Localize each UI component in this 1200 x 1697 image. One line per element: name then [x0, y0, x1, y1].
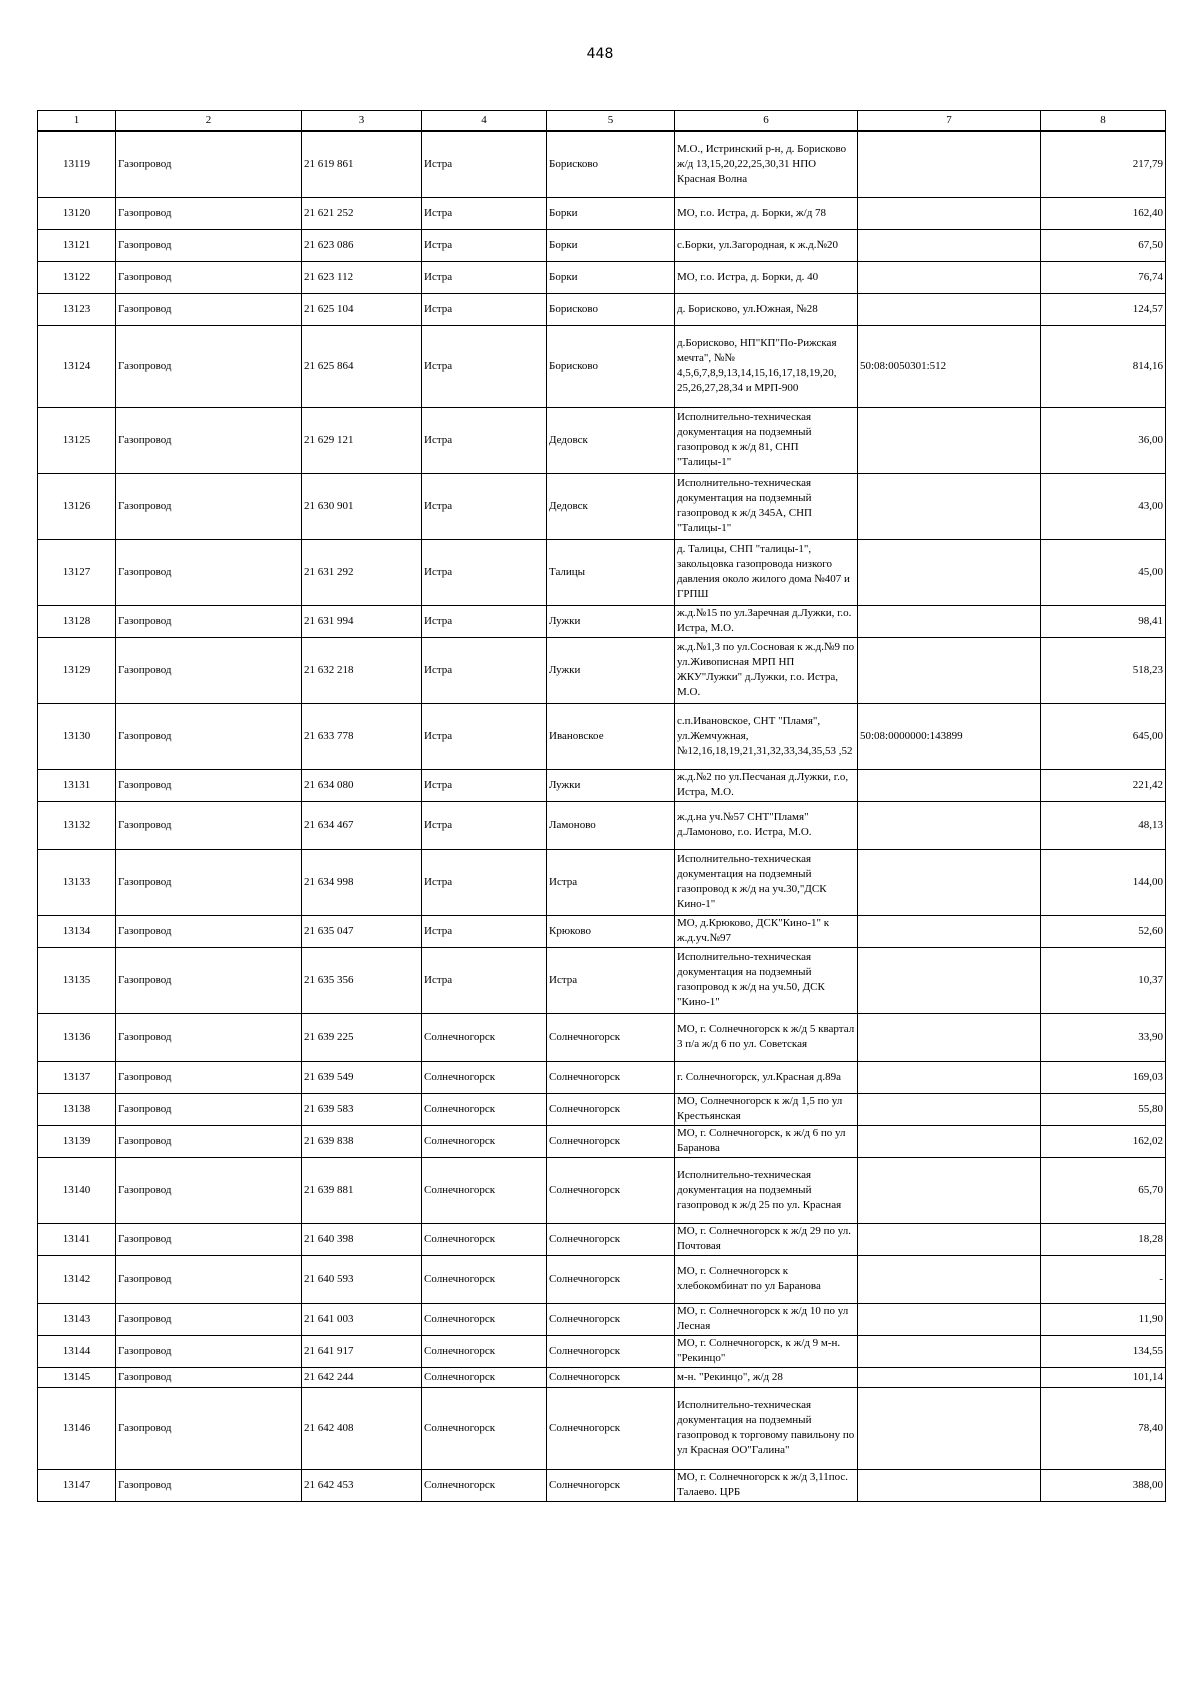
cell-locality: Талицы: [547, 539, 675, 605]
cell-cadastral-number: [858, 947, 1041, 1013]
table-row: [38, 1223, 1166, 1255]
cell-inventory-number: 21 639 881: [302, 1157, 422, 1223]
cell-value: 67,50: [1041, 229, 1166, 261]
cell-address: д.Борисково, НП"КП"По-Рижская мечта", №№ 4,5,6,7,8,9,13,14,15,16,17,18,19,20, 25,26,27,28,34 и МРП-900: [675, 325, 858, 407]
header-col-2: 2: [116, 111, 302, 132]
header-col-3: 3: [302, 111, 422, 132]
cell-locality: Борисково: [547, 293, 675, 325]
page-number: 448: [586, 46, 614, 62]
cell-cadastral-number: 50:08:0050301:512: [858, 325, 1041, 407]
header-col-8: 8: [1041, 111, 1166, 132]
cell-locality: Солнечногорск: [547, 1367, 675, 1387]
cell-value: 11,90: [1041, 1303, 1166, 1335]
cell-inventory-number: 21 634 998: [302, 849, 422, 915]
cell-inventory-number: 21 641 003: [302, 1303, 422, 1335]
cell-number: 13132: [38, 801, 116, 849]
cell-object-type: Газопровод: [116, 1303, 302, 1335]
cell-value: 33,90: [1041, 1013, 1166, 1061]
table-row: [38, 197, 1166, 229]
cell-cadastral-number: [858, 473, 1041, 539]
cell-address: МО, г.о. Истра, д. Борки, д. 40: [675, 261, 858, 293]
cell-object-type: Газопровод: [116, 293, 302, 325]
cell-cadastral-number: [858, 637, 1041, 703]
cell-object-type: Газопровод: [116, 1255, 302, 1303]
cell-number: 13120: [38, 197, 116, 229]
cell-value: 221,42: [1041, 769, 1166, 801]
cell-number: 13130: [38, 703, 116, 769]
cell-locality: Борисково: [547, 325, 675, 407]
cell-cadastral-number: [858, 1223, 1041, 1255]
cell-value: 217,79: [1041, 131, 1166, 197]
cell-locality: Лужки: [547, 769, 675, 801]
cell-locality: Крюково: [547, 915, 675, 947]
cell-district: Истра: [422, 473, 547, 539]
cell-locality: Солнечногорск: [547, 1061, 675, 1093]
cell-value: 52,60: [1041, 915, 1166, 947]
cell-inventory-number: 21 639 838: [302, 1125, 422, 1157]
cell-locality: Солнечногорск: [547, 1093, 675, 1125]
cell-address: МО, г.о. Истра, д. Борки, ж/д 78: [675, 197, 858, 229]
cell-number: 13133: [38, 849, 116, 915]
cell-number: 13134: [38, 915, 116, 947]
cell-district: Истра: [422, 325, 547, 407]
cell-object-type: Газопровод: [116, 325, 302, 407]
table-header: [38, 111, 1166, 132]
cell-value: 98,41: [1041, 605, 1166, 637]
table-row: [38, 605, 1166, 637]
cell-inventory-number: 21 635 047: [302, 915, 422, 947]
cell-cadastral-number: [858, 1469, 1041, 1501]
cell-cadastral-number: [858, 261, 1041, 293]
cell-district: Солнечногорск: [422, 1157, 547, 1223]
cell-value: 76,74: [1041, 261, 1166, 293]
cell-number: 13127: [38, 539, 116, 605]
cell-address: МО, г. Солнечногорск к ж/д 3,11пос. Талаево. ЦРБ: [675, 1469, 858, 1501]
header-col-4: 4: [422, 111, 547, 132]
cell-inventory-number: 21 629 121: [302, 407, 422, 473]
cell-object-type: Газопровод: [116, 769, 302, 801]
cell-address: МО, г. Солнечногорск, к ж/д 6 по ул Баранова: [675, 1125, 858, 1157]
cell-address: МО, д.Крюково, ДСК"Кино-1" к ж.д.уч.№97: [675, 915, 858, 947]
cell-locality: Ламоново: [547, 801, 675, 849]
cell-object-type: Газопровод: [116, 915, 302, 947]
cell-district: Истра: [422, 849, 547, 915]
cell-district: Истра: [422, 131, 547, 197]
cell-district: Солнечногорск: [422, 1223, 547, 1255]
table-row: [38, 915, 1166, 947]
table-row: [38, 293, 1166, 325]
cell-object-type: Газопровод: [116, 1367, 302, 1387]
cell-object-type: Газопровод: [116, 261, 302, 293]
cell-value: 814,16: [1041, 325, 1166, 407]
cell-locality: Ивановское: [547, 703, 675, 769]
cell-object-type: Газопровод: [116, 1157, 302, 1223]
cell-locality: Солнечногорск: [547, 1469, 675, 1501]
table-row: [38, 131, 1166, 197]
cell-address: Исполнительно-техническая документация на подземный газопровод к ж/д 345А, СНП "Талицы-1": [675, 473, 858, 539]
table-row: [38, 1061, 1166, 1093]
cell-district: Истра: [422, 293, 547, 325]
cell-value: 55,80: [1041, 1093, 1166, 1125]
cell-district: Истра: [422, 769, 547, 801]
cell-object-type: Газопровод: [116, 473, 302, 539]
cell-cadastral-number: [858, 1303, 1041, 1335]
cell-address: Исполнительно-техническая документация на подземный газопровод к ж/д на уч.50, ДСК "Кино-1": [675, 947, 858, 1013]
cell-locality: Солнечногорск: [547, 1125, 675, 1157]
cell-object-type: Газопровод: [116, 1335, 302, 1367]
cell-value: 36,00: [1041, 407, 1166, 473]
cell-cadastral-number: [858, 1367, 1041, 1387]
cell-value: 45,00: [1041, 539, 1166, 605]
cell-number: 13140: [38, 1157, 116, 1223]
cell-value: 518,23: [1041, 637, 1166, 703]
table-row: [38, 637, 1166, 703]
cell-district: Солнечногорск: [422, 1013, 547, 1061]
cell-object-type: Газопровод: [116, 1469, 302, 1501]
cell-cadastral-number: [858, 1157, 1041, 1223]
cell-object-type: Газопровод: [116, 1387, 302, 1469]
cell-value: 144,00: [1041, 849, 1166, 915]
cell-address: д. Борисково, ул.Южная, №28: [675, 293, 858, 325]
cell-district: Солнечногорск: [422, 1335, 547, 1367]
cell-cadastral-number: [858, 769, 1041, 801]
cell-district: Истра: [422, 229, 547, 261]
cell-cadastral-number: [858, 1255, 1041, 1303]
cell-number: 13143: [38, 1303, 116, 1335]
table-row: [38, 703, 1166, 769]
cell-cadastral-number: [858, 1387, 1041, 1469]
cell-inventory-number: 21 642 453: [302, 1469, 422, 1501]
cell-address: МО, г. Солнечногорск, к ж/д 9 м-н. "Рекинцо": [675, 1335, 858, 1367]
table-row: [38, 1303, 1166, 1335]
cell-cadastral-number: [858, 293, 1041, 325]
table-row: [38, 947, 1166, 1013]
cell-object-type: Газопровод: [116, 131, 302, 197]
cell-inventory-number: 21 623 086: [302, 229, 422, 261]
cell-cadastral-number: [858, 849, 1041, 915]
cell-cadastral-number: [858, 1061, 1041, 1093]
cell-address: МО, Солнечногорск к ж/д 1,5 по ул Крестьянская: [675, 1093, 858, 1125]
cell-address: Исполнительно-техническая документация на подземный газопровод к ж/д на уч.30,"ДСК Кино-1": [675, 849, 858, 915]
cell-inventory-number: 21 632 218: [302, 637, 422, 703]
table-row: [38, 1157, 1166, 1223]
header-col-1: 1: [38, 111, 116, 132]
cell-cadastral-number: [858, 605, 1041, 637]
cell-district: Истра: [422, 915, 547, 947]
cell-address: Исполнительно-техническая документация на подземный газопровод к ж/д 81, СНП "Талицы-1": [675, 407, 858, 473]
cell-locality: Солнечногорск: [547, 1387, 675, 1469]
cell-cadastral-number: [858, 1013, 1041, 1061]
cell-locality: Солнечногорск: [547, 1303, 675, 1335]
table-row: [38, 1469, 1166, 1501]
cell-district: Солнечногорск: [422, 1469, 547, 1501]
cell-address: МО, г. Солнечногорск к хлебокомбинат по ул Баранова: [675, 1255, 858, 1303]
cell-district: Солнечногорск: [422, 1093, 547, 1125]
table-row: [38, 473, 1166, 539]
cell-object-type: Газопровод: [116, 229, 302, 261]
cell-district: Истра: [422, 605, 547, 637]
cell-object-type: Газопровод: [116, 1223, 302, 1255]
cell-value: 124,57: [1041, 293, 1166, 325]
cell-cadastral-number: [858, 1335, 1041, 1367]
cell-address: ж.д.№1,3 по ул.Сосновая к ж.д.№9 по ул.Живописная МРП НП ЖКУ"Лужки" д.Лужки, г.о. Истра, М.О.: [675, 637, 858, 703]
cell-object-type: Газопровод: [116, 1013, 302, 1061]
cell-number: 13146: [38, 1387, 116, 1469]
cell-locality: Борки: [547, 197, 675, 229]
cell-inventory-number: 21 639 549: [302, 1061, 422, 1093]
table-row: [38, 325, 1166, 407]
cell-value: 169,03: [1041, 1061, 1166, 1093]
cell-value: 78,40: [1041, 1387, 1166, 1469]
cell-cadastral-number: [858, 407, 1041, 473]
cell-value: 134,55: [1041, 1335, 1166, 1367]
header-col-5: 5: [547, 111, 675, 132]
cell-cadastral-number: [858, 915, 1041, 947]
cell-inventory-number: 21 639 225: [302, 1013, 422, 1061]
cell-inventory-number: 21 623 112: [302, 261, 422, 293]
registry-table: [37, 110, 1166, 1502]
cell-district: Истра: [422, 637, 547, 703]
cell-object-type: Газопровод: [116, 849, 302, 915]
cell-address: ж.д.на уч.№57 СНТ"Пламя" д.Ламоново, г.о. Истра, М.О.: [675, 801, 858, 849]
cell-district: Солнечногорск: [422, 1367, 547, 1387]
header-col-6: 6: [675, 111, 858, 132]
cell-cadastral-number: [858, 1125, 1041, 1157]
cell-number: 13144: [38, 1335, 116, 1367]
cell-locality: Борисково: [547, 131, 675, 197]
cell-value: 101,14: [1041, 1367, 1166, 1387]
cell-locality: Солнечногорск: [547, 1335, 675, 1367]
cell-value: -: [1041, 1255, 1166, 1303]
cell-address: Исполнительно-техническая документация на подземный газопровод к ж/д 25 по ул. Красная: [675, 1157, 858, 1223]
table-row: [38, 1125, 1166, 1157]
cell-object-type: Газопровод: [116, 947, 302, 1013]
cell-district: Истра: [422, 947, 547, 1013]
cell-inventory-number: 21 631 994: [302, 605, 422, 637]
table-row: [38, 1367, 1166, 1387]
cell-locality: Солнечногорск: [547, 1223, 675, 1255]
cell-cadastral-number: 50:08:0000000:143899: [858, 703, 1041, 769]
table-row: [38, 1255, 1166, 1303]
table-row: [38, 539, 1166, 605]
table-row: [38, 407, 1166, 473]
cell-address: ж.д.№15 по ул.Заречная д.Лужки, г.о. Истра, М.О.: [675, 605, 858, 637]
cell-object-type: Газопровод: [116, 801, 302, 849]
cell-object-type: Газопровод: [116, 703, 302, 769]
cell-object-type: Газопровод: [116, 1061, 302, 1093]
cell-number: 13125: [38, 407, 116, 473]
cell-number: 13135: [38, 947, 116, 1013]
header-col-7: 7: [858, 111, 1041, 132]
cell-inventory-number: 21 634 467: [302, 801, 422, 849]
cell-number: 13126: [38, 473, 116, 539]
cell-locality: Истра: [547, 947, 675, 1013]
cell-address: Исполнительно-техническая документация на подземный газопровод к торговому павильону по ул Красная ОО"Галина": [675, 1387, 858, 1469]
cell-number: 13139: [38, 1125, 116, 1157]
cell-locality: Солнечногорск: [547, 1157, 675, 1223]
cell-district: Солнечногорск: [422, 1303, 547, 1335]
cell-object-type: Газопровод: [116, 637, 302, 703]
cell-locality: Солнечногорск: [547, 1013, 675, 1061]
cell-address: м-н. "Рекинцо", ж/д 28: [675, 1367, 858, 1387]
header-row: [38, 111, 1166, 132]
cell-district: Солнечногорск: [422, 1387, 547, 1469]
cell-inventory-number: 21 631 292: [302, 539, 422, 605]
cell-locality: Солнечногорск: [547, 1255, 675, 1303]
cell-cadastral-number: [858, 539, 1041, 605]
cell-inventory-number: 21 641 917: [302, 1335, 422, 1367]
cell-inventory-number: 21 619 861: [302, 131, 422, 197]
cell-locality: Борки: [547, 261, 675, 293]
cell-value: 65,70: [1041, 1157, 1166, 1223]
cell-locality: Лужки: [547, 637, 675, 703]
cell-number: 13131: [38, 769, 116, 801]
cell-number: 13119: [38, 131, 116, 197]
cell-locality: Истра: [547, 849, 675, 915]
cell-address: МО, г. Солнечногорск к ж/д 10 по ул Лесная: [675, 1303, 858, 1335]
cell-locality: Борки: [547, 229, 675, 261]
cell-number: 13142: [38, 1255, 116, 1303]
cell-inventory-number: 21 630 901: [302, 473, 422, 539]
cell-value: 162,02: [1041, 1125, 1166, 1157]
cell-district: Солнечногорск: [422, 1255, 547, 1303]
cell-locality: Лужки: [547, 605, 675, 637]
cell-locality: Дедовск: [547, 407, 675, 473]
cell-value: 43,00: [1041, 473, 1166, 539]
cell-object-type: Газопровод: [116, 1093, 302, 1125]
cell-cadastral-number: [858, 229, 1041, 261]
table-row: [38, 1335, 1166, 1367]
table-row: [38, 849, 1166, 915]
cell-address: с.п.Ивановское, СНТ "Пламя", ул.Жемчужная, №12,16,18,19,21,31,32,33,34,35,53 ,52: [675, 703, 858, 769]
table-body: [38, 131, 1166, 1501]
cell-object-type: Газопровод: [116, 605, 302, 637]
cell-inventory-number: 21 640 593: [302, 1255, 422, 1303]
cell-number: 13147: [38, 1469, 116, 1501]
cell-number: 13141: [38, 1223, 116, 1255]
cell-district: Солнечногорск: [422, 1125, 547, 1157]
cell-number: 13128: [38, 605, 116, 637]
cell-inventory-number: 21 639 583: [302, 1093, 422, 1125]
cell-number: 13122: [38, 261, 116, 293]
cell-inventory-number: 21 625 104: [302, 293, 422, 325]
cell-inventory-number: 21 621 252: [302, 197, 422, 229]
cell-cadastral-number: [858, 1093, 1041, 1125]
cell-value: 162,40: [1041, 197, 1166, 229]
cell-cadastral-number: [858, 131, 1041, 197]
cell-number: 13145: [38, 1367, 116, 1387]
table-row: [38, 261, 1166, 293]
cell-inventory-number: 21 642 408: [302, 1387, 422, 1469]
cell-address: с.Борки, ул.Загородная, к ж.д.№20: [675, 229, 858, 261]
cell-district: Истра: [422, 261, 547, 293]
cell-value: 18,28: [1041, 1223, 1166, 1255]
cell-address: г. Солнечногорск, ул.Красная д.89а: [675, 1061, 858, 1093]
cell-number: 13121: [38, 229, 116, 261]
cell-address: МО, г. Солнечногорск к ж/д 5 квартал 3 п/а ж/д 6 по ул. Советская: [675, 1013, 858, 1061]
table-row: [38, 229, 1166, 261]
cell-object-type: Газопровод: [116, 407, 302, 473]
cell-inventory-number: 21 642 244: [302, 1367, 422, 1387]
cell-district: Истра: [422, 703, 547, 769]
cell-inventory-number: 21 634 080: [302, 769, 422, 801]
table-row: [38, 801, 1166, 849]
table-row: [38, 769, 1166, 801]
cell-inventory-number: 21 633 778: [302, 703, 422, 769]
cell-number: 13138: [38, 1093, 116, 1125]
cell-address: ж.д.№2 по ул.Песчаная д.Лужки, г.о, Истра, М.О.: [675, 769, 858, 801]
cell-number: 13137: [38, 1061, 116, 1093]
cell-inventory-number: 21 625 864: [302, 325, 422, 407]
cell-value: 10,37: [1041, 947, 1166, 1013]
cell-address: М.О., Истринский р-н, д. Борисково ж/д 13,15,20,22,25,30,31 НПО Красная Волна: [675, 131, 858, 197]
cell-district: Истра: [422, 197, 547, 229]
cell-address: МО, г. Солнечногорск к ж/д 29 по ул. Почтовая: [675, 1223, 858, 1255]
cell-number: 13129: [38, 637, 116, 703]
cell-object-type: Газопровод: [116, 197, 302, 229]
cell-value: 388,00: [1041, 1469, 1166, 1501]
cell-value: 645,00: [1041, 703, 1166, 769]
cell-object-type: Газопровод: [116, 1125, 302, 1157]
cell-inventory-number: 21 635 356: [302, 947, 422, 1013]
cell-district: Истра: [422, 801, 547, 849]
cell-district: Истра: [422, 407, 547, 473]
cell-district: Истра: [422, 539, 547, 605]
cell-locality: Дедовск: [547, 473, 675, 539]
table-row: [38, 1387, 1166, 1469]
cell-cadastral-number: [858, 801, 1041, 849]
cell-number: 13136: [38, 1013, 116, 1061]
cell-district: Солнечногорск: [422, 1061, 547, 1093]
table-row: [38, 1093, 1166, 1125]
table-row: [38, 1013, 1166, 1061]
cell-object-type: Газопровод: [116, 539, 302, 605]
cell-number: 13124: [38, 325, 116, 407]
cell-cadastral-number: [858, 197, 1041, 229]
cell-number: 13123: [38, 293, 116, 325]
cell-inventory-number: 21 640 398: [302, 1223, 422, 1255]
cell-address: д. Талицы, СНП "талицы-1", закольцовка газопровода низкого давления около жилого дома №407 и ГРПШ: [675, 539, 858, 605]
cell-value: 48,13: [1041, 801, 1166, 849]
